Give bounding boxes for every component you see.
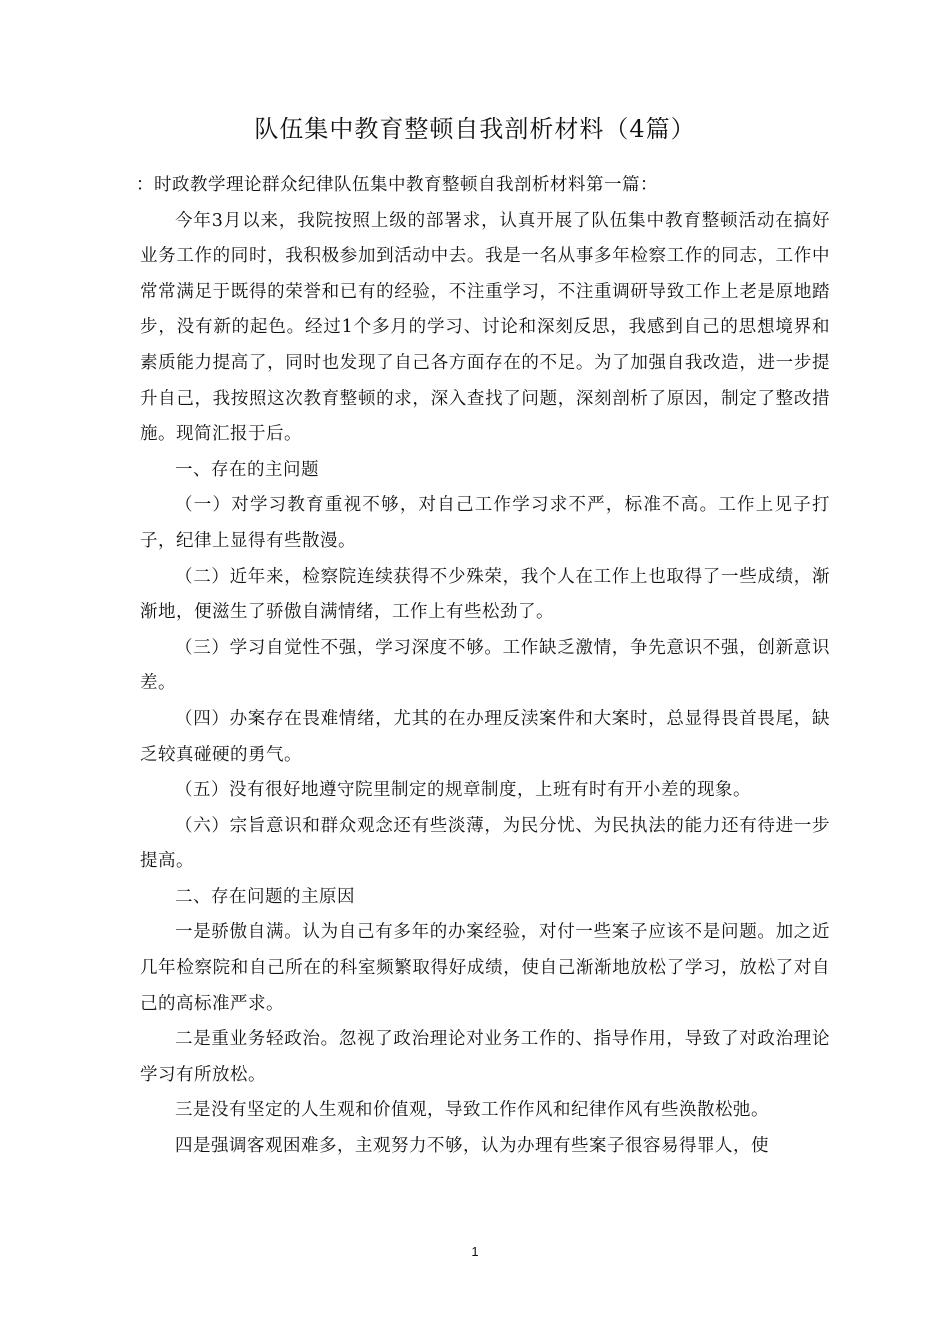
paragraph: （二）近年来，检察院连续获得不少殊荣，我个人在工作上也取得了一些成绩，渐渐地，便滋生了骄傲自满情绪，工作上有些松劲了。 bbox=[140, 566, 830, 623]
paragraph: 二是重业务轻政治。忽视了政治理论对业务工作的、指导作用，导致了对政治理论学习有所放松。 bbox=[140, 1029, 830, 1085]
document-subtitle: ：时政教学理论群众纪律队伍集中教育整顿自我剖析材料第一篇： bbox=[136, 175, 658, 195]
document-title: 队伍集中教育整顿自我剖析材料（4篇） bbox=[254, 115, 696, 143]
paragraph: 一是骄傲自满。认为自己有多年的办案经验，对付一些案子应该不是问题。加之近几年检察院和自己所在的科室频繁取得好成绩，使自己渐渐地放松了学习，放松了对自己的高标准严求。 bbox=[140, 922, 830, 1014]
paragraph: 今年3月以来，我院按照上级的部署求，认真开展了队伍集中教育整顿活动在搞好业务工作的同时，我积极参加到活动中去。我是一名从事多年检察工作的同志，工作中常常满足于既得的荣誉和已有的经验，不注重学习，不注重调研导致工作上老是原地踏步，没有新的起色。经过1个多月的学习、讨论和深刻反思，我感到自己的思想境界和素质能力提高了，同时也发现了自己各方面存在的不足。为了加强自我改造，进一步提升自己，我按照这次教育整顿的求，深入查找了问题，深刻剖析了原因，制定了整改措施。现简汇报于后。 bbox=[140, 210, 830, 445]
paragraph: 四是强调客观困难多，主观努力不够，认为办理有些案子很容易得罪人，使 bbox=[175, 1136, 769, 1157]
paragraph: （六）宗旨意识和群众观念还有些淡薄，为民分忧、为民执法的能力还有待进一步提高。 bbox=[140, 815, 830, 872]
document-body bbox=[136, 168, 830, 1165]
paragraph: （四）办案存在畏难情绪，尤其的在办理反渎案件和大案时，总显得畏首畏尾，缺乏较真碰硬的勇气。 bbox=[140, 708, 830, 765]
paragraph: （一）对学习教育重视不够，对自己工作学习求不严，标准不高。工作上见子打子，纪律上显得有些散漫。 bbox=[140, 495, 830, 551]
paragraph: 三是没有坚定的人生观和价值观，导致工作作风和纪律作风有些涣散松弛。 bbox=[175, 1100, 769, 1121]
section-heading: 一、存在的主问题 bbox=[175, 459, 319, 480]
section-heading: 二、存在问题的主原因 bbox=[175, 886, 355, 907]
paragraph: （五）没有很好地遵守院里制定的规章制度，上班有时有开小差的现象。 bbox=[175, 780, 751, 801]
page-number: 1 bbox=[471, 1244, 479, 1259]
paragraph: （三）学习自觉性不强，学习深度不够。工作缺乏激情，争先意识不强，创新意识差。 bbox=[140, 637, 830, 694]
